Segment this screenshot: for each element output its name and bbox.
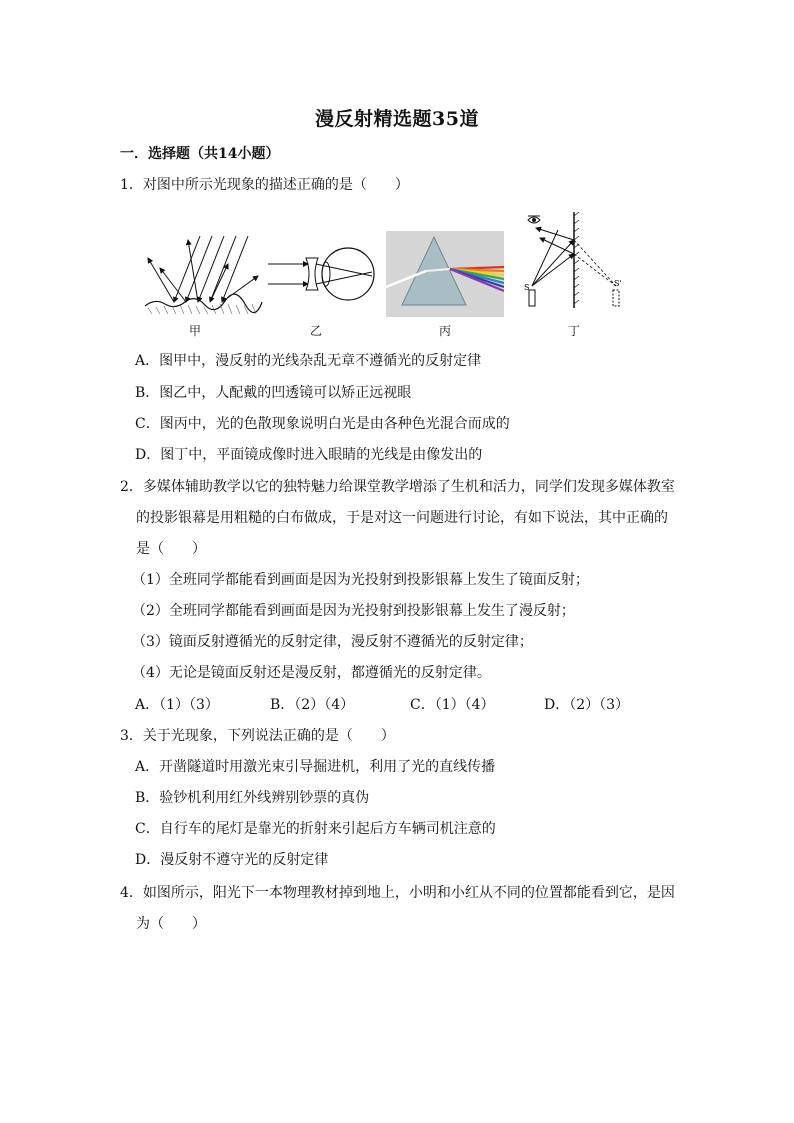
q3-option-a: A．开凿隧道时用激光束引导掘进机，利用了光的直线传播 [135,759,496,775]
q2-statement-3: （3）镜面反射遵循光的反射定律，漫反射不遵循光的反射定律； [132,634,533,650]
q2-statement-1: （1）全班同学都能看到画面是因为光投射到投影银幕上发生了镜面反射； [132,572,589,588]
page-title: 漫反射精选题35道 [315,108,479,130]
q2-option-a: A．（1）（3） [135,697,219,713]
plane-mirror-figure [522,210,632,310]
q2-stem-line-1: 2．多媒体辅助教学以它的独特魅力给课堂教学增添了生机和活力，同学们发现多媒体教室 [120,479,675,495]
q2-statement-2: （2）全班同学都能看到画面是因为光投射到投影银幕上发生了漫反射； [132,603,575,619]
image-label: S' [614,279,622,288]
q1-option-b: B．图乙中，人配戴的凹透镜可以矫正远视眼 [135,385,412,401]
q1-stem: 1．对图中所示光现象的描述正确的是（ ） [120,177,409,193]
q3-option-d: D．漫反射不遵守光的反射定律 [135,852,329,868]
diffuse-reflection-figure [140,228,265,318]
q2-option-b: B．（2）（4） [270,697,355,713]
q2-option-c: C．（1）（4） [410,697,495,713]
q2-stem-line-2: 的投影银幕是用粗糙的白布做成，于是对这一问题进行讨论，有如下说法，其中正确的 [136,510,668,526]
q2-option-d: D．（2）（3） [544,697,630,713]
figure-caption-jia: 甲 [188,324,201,338]
prism-dispersion-figure [386,231,504,317]
q2-stem-line-3: 是（ ） [136,541,206,557]
q1-option-d: D．图丁中，平面镜成像时进入眼睛的光线是由像发出的 [135,447,483,463]
q1-option-a: A．图甲中，漫反射的光线杂乱无章不遵循光的反射定律 [135,353,482,369]
figure-caption-bing: 丙 [438,324,451,338]
q1-option-c: C．图丙中，光的色散现象说明白光是由各种色光混合而成的 [135,416,510,432]
section-heading: 一．选择题（共14小题） [120,146,280,162]
q4-stem-line-2: 为（ ） [136,916,206,932]
q3-stem: 3．关于光现象，下列说法正确的是（ ） [120,728,395,744]
eye-lens-figure [266,236,378,316]
q2-statement-4: （4）无论是镜面反射还是漫反射，都遵循光的反射定律。 [132,665,491,681]
figure-caption-ding: 丁 [567,324,580,338]
q3-option-b: B．验钞机利用红外线辨别钞票的真伪 [135,790,370,806]
figure-caption-yi: 乙 [309,324,322,338]
q3-option-c: C．自行车的尾灯是靠光的折射来引起后方车辆司机注意的 [135,821,496,837]
q4-stem-line-1: 4．如图所示，阳光下一本物理教材掉到地上，小明和小红从不同的位置都能看到它，是因 [120,885,675,901]
source-label: S [524,283,530,292]
